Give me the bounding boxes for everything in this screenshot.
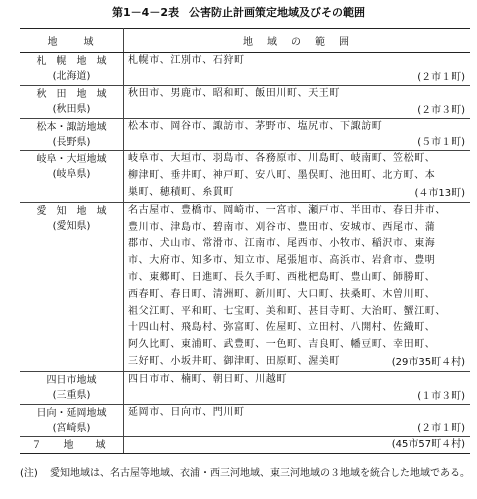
region-name: 日向・延岡地域	[36, 407, 107, 419]
footnote-text: 愛知地域は、名古屋等地域、衣浦・西三河地域、東三河地域の３地域を統合した地域である。	[50, 468, 470, 479]
scope-line: 豊川市、津島市、碧南市、刈谷市、豊田市、安城市、西尾市、蒲	[128, 221, 436, 233]
footnote	[20, 466, 470, 481]
scope-line: 市、東郷町、日進町、長久手町、西枇杷島町、豊山町、師勝町、	[128, 271, 436, 283]
region-count: (５市１町)	[417, 137, 465, 149]
region-count: (１市３町)	[417, 390, 465, 402]
scope-line: 名古屋市、豊橋市、岡崎市、一宮市、瀬戸市、半田市、春日井市、	[128, 204, 446, 216]
region-name: 松本・諏訪地域	[36, 121, 107, 133]
table-row	[20, 85, 470, 118]
footnote-label: (注)	[20, 468, 38, 479]
scope-line: 祖父江町、平和町、七宝町、美和町、甚目寺町、大治町、蟹江町、	[128, 305, 446, 317]
prefecture-name: (秋田県)	[52, 103, 91, 115]
header-row	[20, 29, 470, 53]
prefecture-name: (三重県)	[52, 389, 91, 401]
table-row	[20, 118, 470, 151]
prefecture-name: (岐阜県)	[52, 169, 91, 181]
region-name-cell	[20, 85, 124, 118]
region-name: 札 幌 地 域	[36, 56, 107, 67]
region-name: 四日市地域	[46, 374, 97, 386]
region-count: (２市１町)	[417, 423, 465, 435]
region-column-header: 地 域	[20, 29, 124, 53]
scope-line: 巣町、穂積町、糸貫町	[128, 186, 234, 198]
scope-line: 秋田市、男鹿市、昭和町、飯田川町、天王町	[128, 87, 340, 99]
total-count: (45市57町４村)	[391, 439, 465, 451]
region-scope-cell	[124, 404, 471, 437]
table-row	[20, 202, 470, 371]
region-scope-cell	[124, 371, 471, 404]
region-count: (29市35町４村)	[391, 356, 465, 368]
region-name: 愛 知 地 域	[36, 205, 107, 217]
region-name: 岐阜・大垣地域	[36, 154, 107, 166]
total-name: ７ 地 域	[20, 437, 124, 454]
table-row	[20, 53, 470, 86]
region-scope-cell	[124, 53, 471, 86]
region-name-cell	[20, 151, 124, 202]
scope-line: 岐阜市、大垣市、羽島市、各務原市、川島町、岐南町、笠松町、	[128, 153, 436, 165]
scope-line: 四日市市、楠町、朝日町、川越町	[128, 373, 287, 385]
region-scope-cell	[124, 202, 471, 371]
scope-line: 札幌市、江別市、石狩町	[128, 55, 245, 66]
region-name: 秋 田 地 域	[36, 88, 107, 100]
prefecture-name: (長野県)	[52, 136, 91, 148]
prefecture-name: (宮崎県)	[52, 422, 91, 434]
scope-line: 延岡市、日向市、門川町	[128, 406, 245, 418]
scope-line: 十四山村、飛島村、弥富町、佐屋町、立田村、八開村、佐織町、	[128, 322, 436, 334]
scope-line: 阿久比町、東浦町、武豊町、一色町、吉良町、幡豆町、幸田町、	[128, 339, 436, 351]
region-count: (２市１町)	[417, 71, 465, 83]
region-name-cell	[20, 202, 124, 371]
table-row	[20, 151, 470, 202]
prefecture-name: (愛知県)	[52, 220, 91, 232]
table-row	[20, 404, 470, 437]
region-name-cell	[20, 53, 124, 86]
scope-line: 西春町、春日町、清洲町、新川町、大口町、扶桑町、木曽川町、	[128, 288, 436, 300]
total-scope-cell	[124, 437, 471, 454]
table-row	[20, 371, 470, 404]
region-table	[20, 28, 470, 454]
scope-line: 柳津町、垂井町、神戸町、安八町、墨俣町、池田町、北方町、本	[128, 170, 436, 182]
region-scope-cell	[124, 151, 471, 202]
region-count: (４市13町)	[414, 187, 465, 199]
region-scope-cell	[124, 85, 471, 118]
scope-line: 三好町、小坂井町、御津町、田原町、渥美町	[128, 355, 340, 367]
region-name-cell	[20, 404, 124, 437]
total-row	[20, 437, 470, 454]
scope-line: 市、大府市、知多市、知立市、尾張旭市、高浜市、岩倉市、豊明	[128, 255, 436, 267]
region-count: (２市３町)	[417, 104, 465, 116]
prefecture-name: (北海道)	[52, 71, 91, 82]
table-number: 第1－4－2表	[112, 6, 179, 19]
scope-column-header: 地 域 の 範 囲	[124, 29, 471, 53]
scope-line: 郡市、犬山市、常滑市、江南市、尾西市、小牧市、稲沢市、東海	[128, 238, 436, 250]
region-scope-cell	[124, 118, 471, 151]
region-name-cell	[20, 118, 124, 151]
table-title	[0, 4, 477, 20]
region-name-cell	[20, 371, 124, 404]
table-caption: 公害防止計画策定地域及びその範囲	[188, 6, 365, 19]
scope-line: 松本市、岡谷市、諏訪市、茅野市、塩尻市、下諏訪町	[128, 120, 383, 132]
